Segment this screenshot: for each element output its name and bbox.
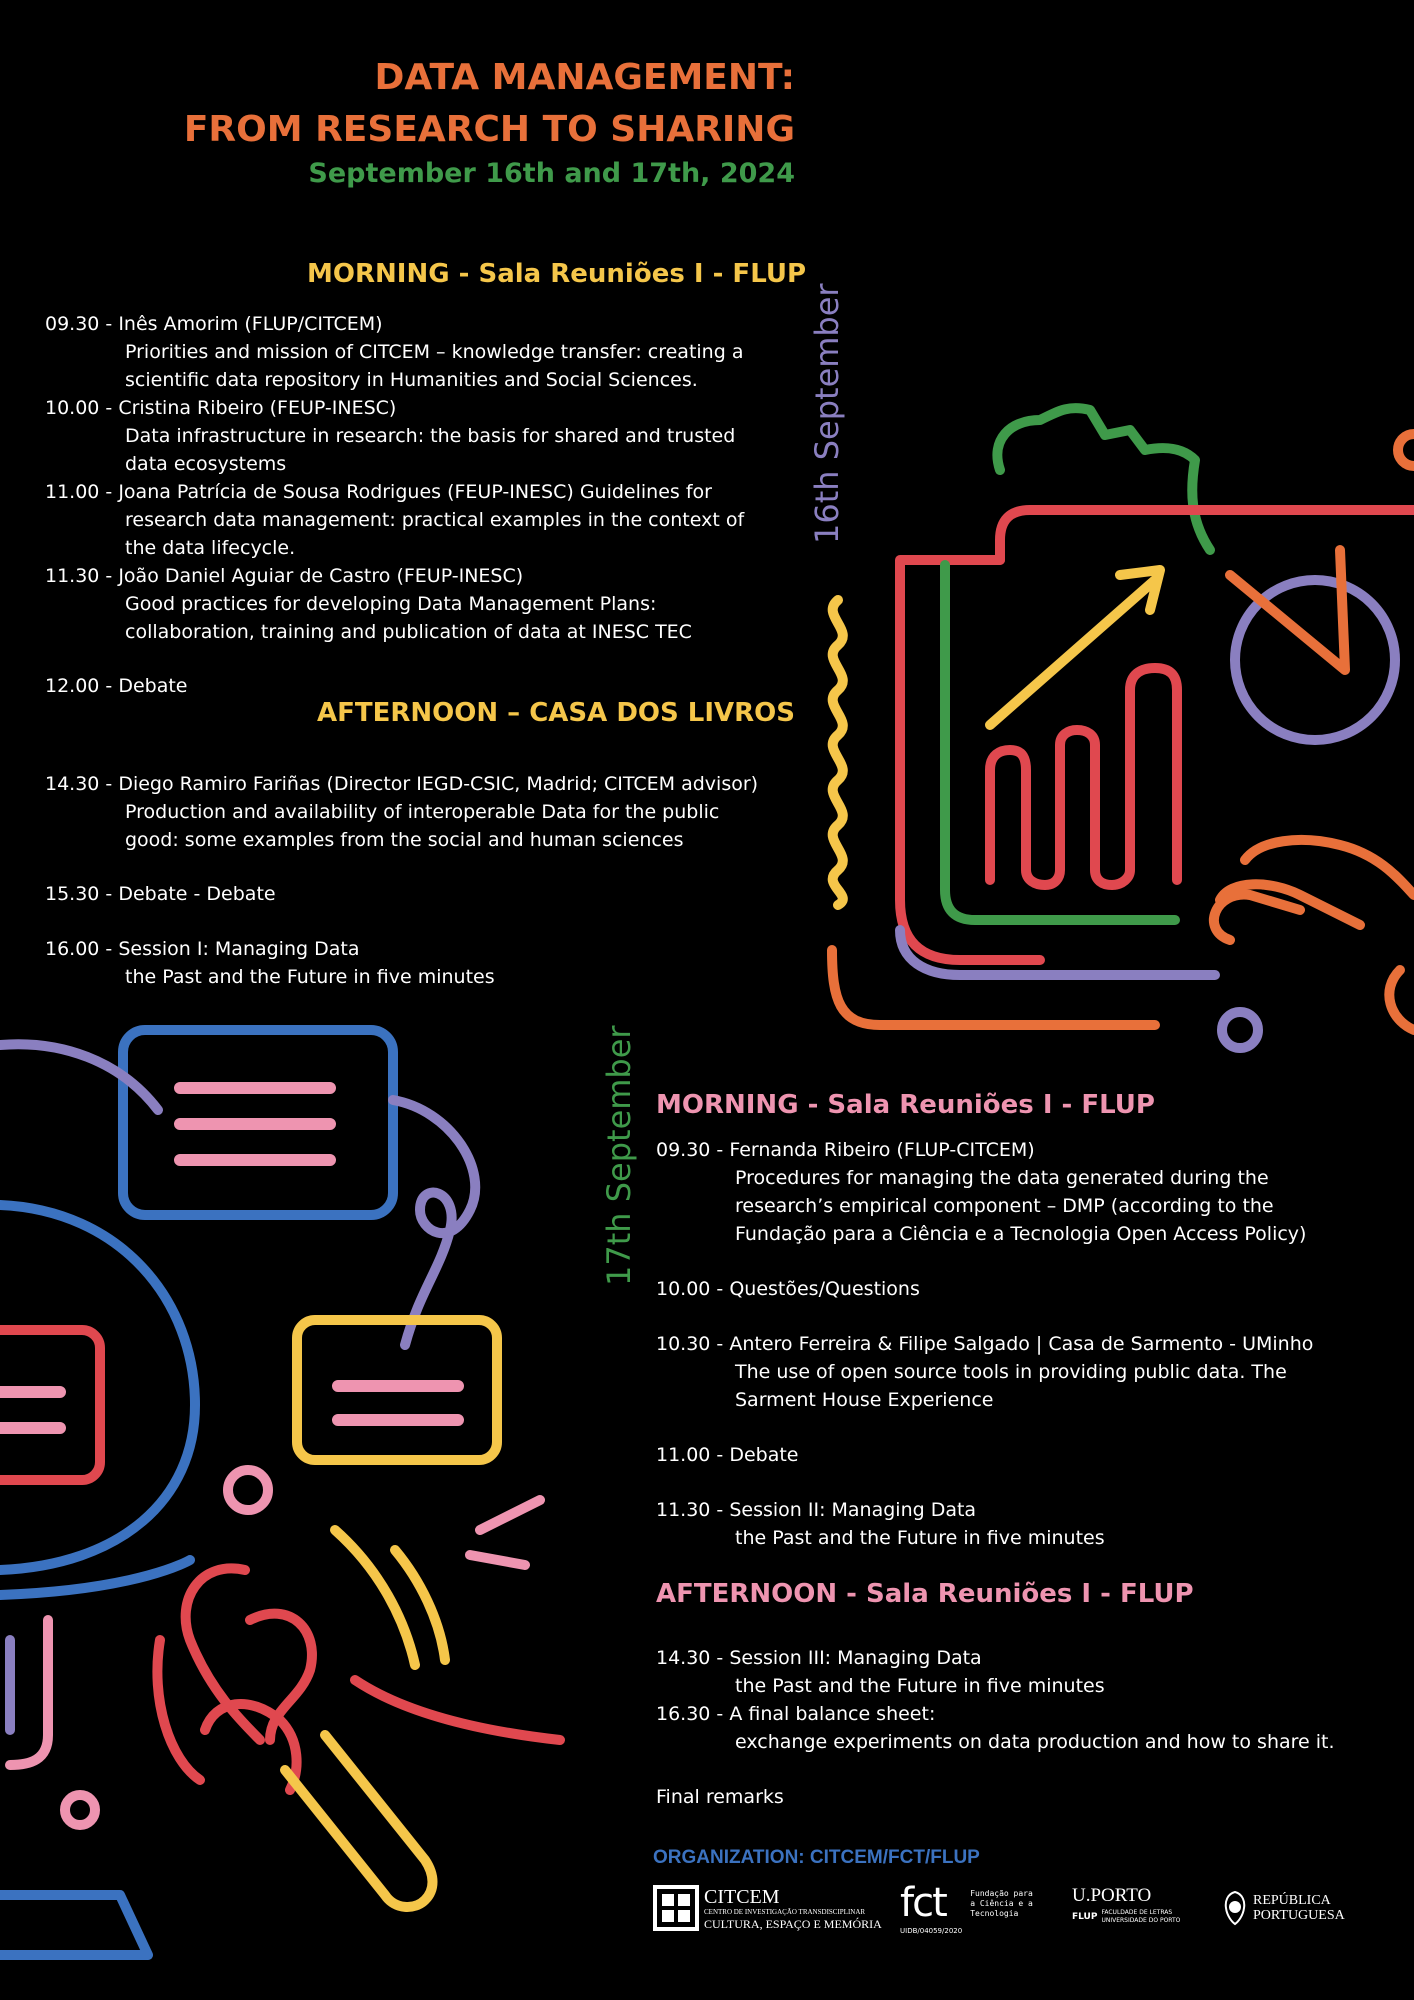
schedule-item	[45, 935, 845, 991]
desc-line: Production and availability of interoperable Data for the public	[125, 801, 720, 823]
schedule-item	[656, 1136, 1406, 1248]
uporto-logo	[1072, 1886, 1201, 1925]
schedule-item-main: 14.30 - Diego Ramiro Fariñas (Director IEGD-CSIC, Madrid; CITCEM advisor)	[45, 773, 759, 795]
schedule-item-desc	[656, 1672, 1406, 1700]
fct-logo	[900, 1880, 1040, 1935]
schedule-item	[656, 1496, 1406, 1552]
desc-line: research’s empirical component – DMP (according to the	[735, 1195, 1274, 1217]
schedule-item-desc	[45, 590, 805, 646]
schedule-item	[45, 672, 805, 700]
schedule-item-main: 14.30 - Session III: Managing Data	[656, 1647, 982, 1669]
final-remarks	[656, 1783, 1406, 1811]
event-date: September 16th and 17th, 2024	[308, 158, 795, 189]
citcem-sub2: CULTURA, ESPAÇO E MEMÓRIA	[704, 1916, 882, 1931]
schedule-item-main: 09.30 - Inês Amorim (FLUP/CITCEM)	[45, 313, 383, 335]
desc-line: Data infrastructure in research: the basis for shared and trusted	[125, 425, 736, 447]
schedule-item	[45, 310, 805, 394]
desc-line: Fundação para a Ciência e a Tecnologia Open Access Policy)	[735, 1223, 1307, 1245]
schedule-item-main: 12.00 - Debate	[45, 675, 188, 697]
schedule-item-desc	[45, 963, 845, 991]
schedule-item	[45, 478, 805, 562]
schedule-item	[656, 1644, 1406, 1700]
schedule-item-main: 10.00 - Cristina Ribeiro (FEUP-INESC)	[45, 397, 397, 419]
schedule-item-main: 11.30 - João Daniel Aguiar de Castro (FEUP-INESC)	[45, 565, 524, 587]
schedule-item-desc	[45, 338, 805, 394]
organization-label: ORGANIZATION: CITCEM/FCT/FLUP	[653, 1847, 980, 1868]
day1-afternoon-schedule	[45, 770, 845, 991]
final-remarks-text: Final remarks	[656, 1786, 784, 1808]
page-title	[184, 52, 795, 156]
day2-afternoon-schedule	[656, 1644, 1406, 1811]
day2-afternoon-heading: AFTERNOON - Sala Reuniões I - FLUP	[656, 1579, 1194, 1609]
day2-vertical-label: 17th September	[600, 1025, 638, 1286]
desc-line: the Past and the Future in five minutes	[735, 1675, 1105, 1697]
desc-line: the Past and the Future in five minutes	[735, 1527, 1105, 1549]
schedule-item-main: 10.00 - Questões/Questions	[656, 1278, 920, 1300]
schedule-item-main: 11.30 - Session II: Managing Data	[656, 1499, 977, 1521]
schedule-item-main: 15.30 - Debate - Debate	[45, 883, 276, 905]
fct-sub: Fundação para a Ciência e a Tecnologia	[970, 1889, 1033, 1918]
schedule-item-desc	[45, 422, 805, 478]
schedule-item-main: 09.30 - Fernanda Ribeiro (FLUP-CITCEM)	[656, 1139, 1035, 1161]
day2-morning-schedule	[656, 1136, 1406, 1552]
schedule-item	[656, 1330, 1406, 1414]
citcem-logo	[653, 1883, 882, 1933]
desc-line: The use of open source tools in providing public data. The	[735, 1361, 1287, 1383]
day1-morning-heading: MORNING - Sala Reuniões I - FLUP	[307, 259, 806, 289]
republica-line1: REPÚBLICA	[1253, 1893, 1331, 1908]
citcem-sub1: CENTRO DE INVESTIGAÇÃO TRANSDISCIPLINAR	[704, 1907, 866, 1916]
desc-line: good: some examples from the social and human sciences	[125, 829, 684, 851]
desc-line: collaboration, training and publication of data at INESC TEC	[125, 621, 692, 643]
schedule-item-main: 16.30 - A final balance sheet:	[656, 1703, 936, 1725]
schedule-item	[656, 1700, 1406, 1756]
desc-line: Good practices for developing Data Management Plans:	[125, 593, 657, 615]
desc-line: Procedures for managing the data generated during the	[735, 1167, 1269, 1189]
day2-morning-heading: MORNING - Sala Reuniões I - FLUP	[656, 1090, 1155, 1120]
schedule-item-desc	[45, 506, 805, 562]
citcem-mark-icon	[653, 1885, 699, 1931]
schedule-item-desc	[656, 1524, 1406, 1552]
schedule-item-desc	[656, 1728, 1406, 1756]
schedule-item	[656, 1441, 1406, 1469]
fct-code: UIDB/04059/2020	[900, 1927, 963, 1935]
flup-sub: FACULDADE DE LETRAS UNIVERSIDADE DO PORTO	[1101, 1909, 1181, 1924]
desc-line: Sarment House Experience	[735, 1389, 994, 1411]
republica-logo	[1222, 1890, 1345, 1926]
schedule-item-main: 10.30 - Antero Ferreira & Filipe Salgado | Casa de Sarmento - UMinho	[656, 1333, 1314, 1355]
citcem-name: CITCEM	[704, 1885, 780, 1908]
schedule-item-desc	[656, 1358, 1406, 1414]
flup-label: FLUP	[1072, 1912, 1098, 1922]
uporto-name: U.PORTO	[1072, 1885, 1152, 1906]
desc-line: exchange experiments on data production and how to share it.	[735, 1731, 1335, 1753]
schedule-item-desc	[656, 1164, 1406, 1248]
schedule-item	[45, 880, 845, 908]
desc-line: the data lifecycle.	[125, 537, 296, 559]
schedule-item	[45, 394, 805, 478]
day1-morning-schedule	[45, 310, 805, 700]
desc-line: scientific data repository in Humanities and Social Sciences.	[125, 369, 698, 391]
schedule-item-main: 16.00 - Session I: Managing Data	[45, 938, 360, 960]
day1-afternoon-heading: AFTERNOON – CASA DOS LIVROS	[316, 698, 795, 728]
schedule-item	[45, 770, 845, 854]
title-line-2: FROM RESEARCH TO SHARING	[183, 109, 795, 150]
schedule-item	[45, 562, 805, 646]
schedule-item-desc	[45, 798, 845, 854]
schedule-item	[656, 1275, 1406, 1303]
day1-vertical-label: 16th September	[808, 283, 846, 544]
portugal-emblem-icon	[1222, 1890, 1248, 1926]
desc-line: the Past and the Future in five minutes	[125, 966, 495, 988]
desc-line: Priorities and mission of CITCEM – knowledge transfer: creating a	[125, 341, 744, 363]
schedule-item-main: 11.00 - Joana Patrícia de Sousa Rodrigues (FEUP-INESC) Guidelines for	[45, 481, 712, 503]
title-line-1: DATA MANAGEMENT:	[374, 57, 795, 98]
fct-name: fct	[900, 1880, 946, 1926]
desc-line: research data management: practical examples in the context of	[125, 509, 745, 531]
schedule-item-main: 11.00 - Debate	[656, 1444, 799, 1466]
republica-line2: PORTUGUESA	[1253, 1908, 1345, 1923]
desc-line: data ecosystems	[125, 453, 287, 475]
